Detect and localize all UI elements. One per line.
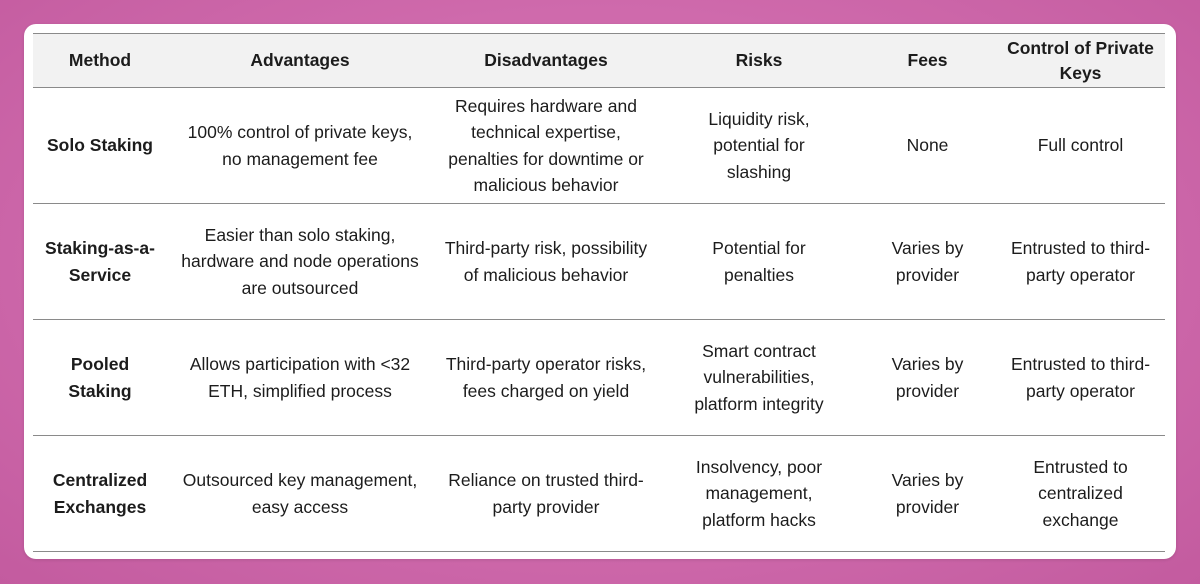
risks-cell: Insolvency, poor management, platform hacks: [659, 436, 859, 552]
key-control-cell: Full control: [996, 88, 1165, 204]
risks-cell: Potential for penalties: [659, 204, 859, 320]
advantages-cell: Easier than solo staking, hardware and node operations are outsourced: [167, 204, 433, 320]
header-control-of-private-keys: Control of Private Keys: [996, 34, 1165, 88]
method-cell: Staking-as-a-Service: [33, 204, 167, 320]
table-card: [24, 24, 1176, 559]
method-cell: Centralized Exchanges: [33, 436, 167, 552]
key-control-cell: Entrusted to centralized exchange: [996, 436, 1165, 552]
fees-cell: Varies by provider: [859, 320, 996, 436]
header-risks: Risks: [659, 34, 859, 88]
method-cell: Pooled Staking: [33, 320, 167, 436]
header-fees: Fees: [859, 34, 996, 88]
disadvantages-cell: Third-party operator risks, fees charged on yield: [433, 320, 659, 436]
advantages-cell: Allows participation with <32 ETH, simplified process: [167, 320, 433, 436]
table-header-row: [33, 34, 1165, 88]
key-control-cell: Entrusted to third-party operator: [996, 320, 1165, 436]
advantages-cell: 100% control of private keys, no management fee: [167, 88, 433, 204]
header-method: Method: [33, 34, 167, 88]
table-row: [33, 436, 1165, 552]
fees-cell: Varies by provider: [859, 204, 996, 320]
staking-methods-table: [33, 33, 1165, 552]
method-cell: Solo Staking: [33, 88, 167, 204]
disadvantages-cell: Reliance on trusted third-party provider: [433, 436, 659, 552]
disadvantages-cell: Requires hardware and technical expertise, penalties for downtime or malicious behavior: [433, 88, 659, 204]
header-advantages: Advantages: [167, 34, 433, 88]
table-row: [33, 320, 1165, 436]
fees-cell: Varies by provider: [859, 436, 996, 552]
fees-cell: None: [859, 88, 996, 204]
disadvantages-cell: Third-party risk, possibility of malicious behavior: [433, 204, 659, 320]
risks-cell: Liquidity risk, potential for slashing: [659, 88, 859, 204]
table-row: [33, 88, 1165, 204]
table-row: [33, 204, 1165, 320]
key-control-cell: Entrusted to third-party operator: [996, 204, 1165, 320]
risks-cell: Smart contract vulnerabilities, platform integrity: [659, 320, 859, 436]
advantages-cell: Outsourced key management, easy access: [167, 436, 433, 552]
header-disadvantages: Disadvantages: [433, 34, 659, 88]
